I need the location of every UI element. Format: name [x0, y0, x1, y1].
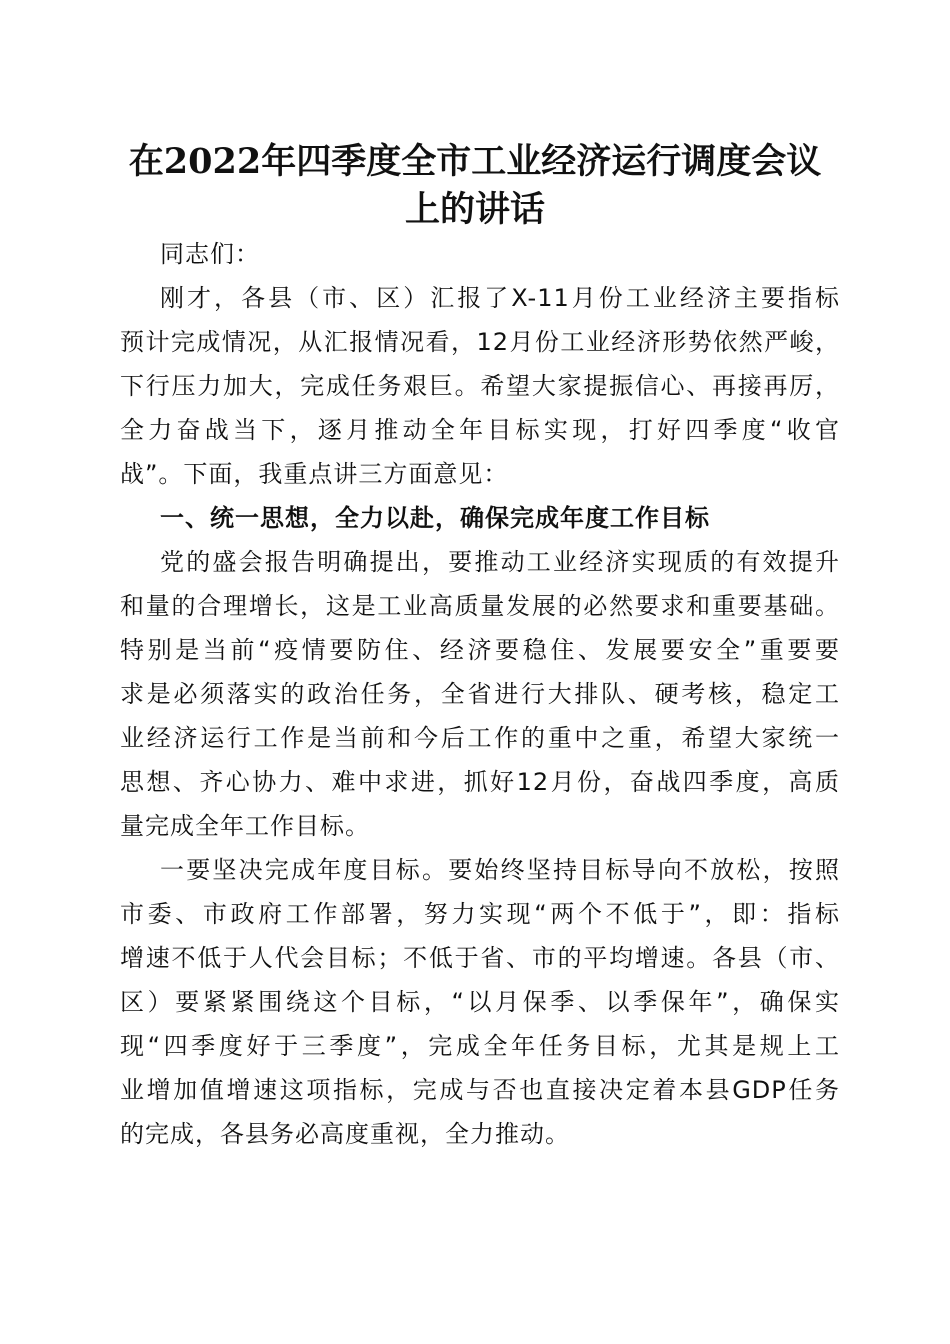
paragraph-3-line: 增速不低于人代会目标；不低于省、市的平均增速。各县（市、: [120, 944, 840, 972]
salutation: 同志们：: [160, 240, 260, 268]
document-title-line-1: 在2022年四季度全市工业经济运行调度会议: [128, 141, 822, 182]
paragraph-3-line: 业增加值增速这项指标，完成与否也直接决定着本县GDP任务: [120, 1076, 840, 1104]
paragraph-3-line: 一要坚决完成年度目标。要始终坚持目标导向不放松，按照: [160, 856, 840, 884]
document-title-line-2: 上的讲话: [404, 189, 545, 230]
section-heading-1: 一、统一思想，全力以赴，确保完成年度工作目标: [160, 504, 710, 532]
paragraph-2-line: 特别是当前“疫情要防住、经济要稳住、发展要安全”重要要: [120, 636, 840, 664]
paragraph-3-line: 的完成，各县务必高度重视，全力推动。: [120, 1120, 570, 1148]
paragraph-1-line: 全力奋战当下，逐月推动全年目标实现，打好四季度“收官: [120, 416, 840, 444]
paragraph-2-line: 思想、齐心协力、难中求进，抓好12月份，奋战四季度，高质: [120, 768, 840, 796]
paragraph-3-line: 市委、市政府工作部署，努力实现“两个不低于”，即：指标: [120, 900, 840, 928]
paragraph-2-line: 和量的合理增长，这是工业高质量发展的必然要求和重要基础。: [120, 592, 840, 620]
paragraph-3-line: 区）要紧紧围绕这个目标，“以月保季、以季保年”，确保实: [120, 988, 840, 1016]
paragraph-1-line: 刚才，各县（市、区）汇报了X-11月份工业经济主要指标: [160, 284, 840, 312]
paragraph-2-line: 党的盛会报告明确提出，要推动工业经济实现质的有效提升: [160, 548, 840, 576]
paragraph-2-line: 求是必须落实的政治任务，全省进行大排队、硬考核，稳定工: [120, 680, 840, 708]
paragraph-1-line: 下行压力加大，完成任务艰巨。希望大家提振信心、再接再厉，: [120, 372, 840, 400]
paragraph-2-line: 量完成全年工作目标。: [120, 812, 370, 840]
paragraph-2-line: 业经济运行工作是当前和今后工作的重中之重，希望大家统一: [120, 724, 840, 752]
paragraph-1-line: 预计完成情况，从汇报情况看，12月份工业经济形势依然严峻，: [120, 328, 840, 356]
paragraph-3-line: 现“四季度好于三季度”，完成全年任务目标，尤其是规上工: [120, 1032, 840, 1060]
paragraph-1-line: 战”。下面，我重点讲三方面意见：: [120, 460, 509, 488]
